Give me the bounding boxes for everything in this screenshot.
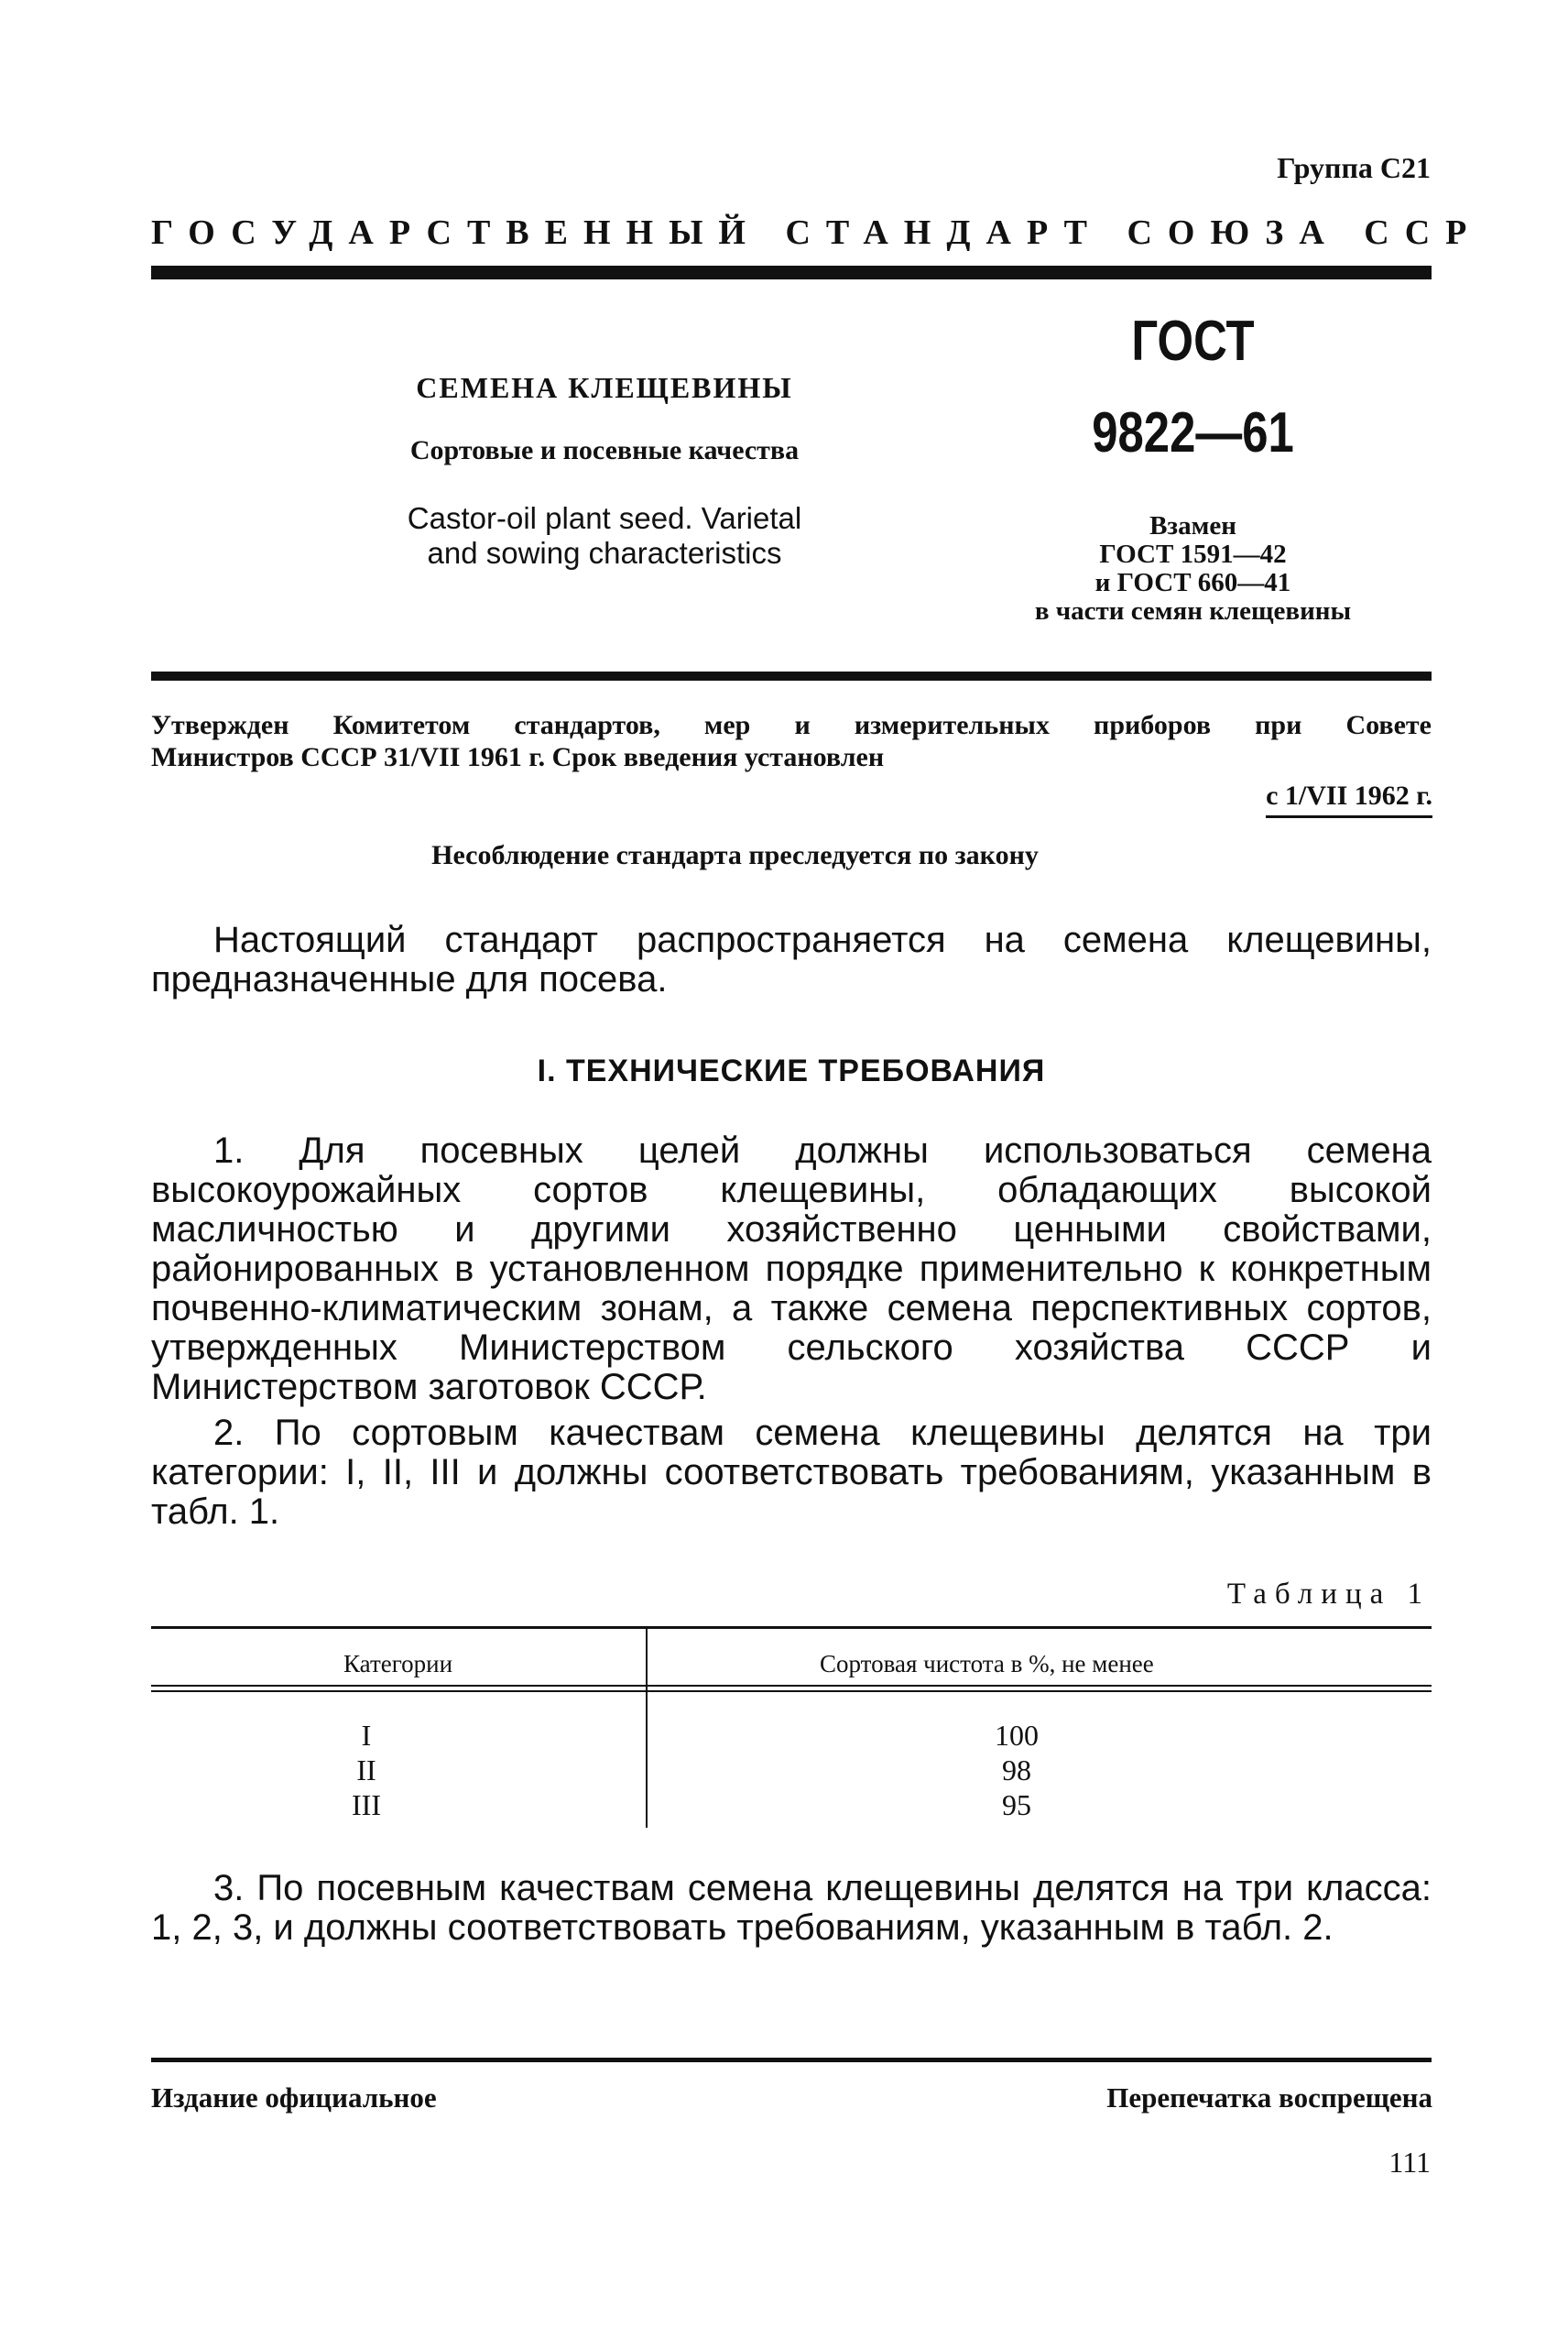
approval-line-2: Министров СССР 31/VII 1961 г. Срок введения установлен — [151, 742, 885, 772]
standard-title-en-line2: and sowing characteristics — [427, 536, 782, 570]
table-cell-category: I — [361, 1719, 372, 1752]
section-heading: I. ТЕХНИЧЕСКИЕ ТРЕБОВАНИЯ — [537, 1054, 1046, 1088]
table-1 — [151, 1626, 1432, 1828]
table-cell-category: III — [352, 1788, 381, 1821]
effective-date: с 1/VII 1962 г. — [1266, 781, 1432, 818]
paragraph-2: 2. По сортовым качествам семена клещевины делятся на три категории: I, II, III и должны соответствовать требованиям, указанным в табл. 1. — [151, 1413, 1432, 1532]
standard-title-en — [275, 501, 934, 571]
table-cell-category: II — [356, 1753, 376, 1786]
page-number: 111 — [1388, 2146, 1431, 2179]
replaces-block — [953, 512, 1433, 626]
paragraph-1: 1. Для посевных целей должны использоваться семена высокоурожайных сортов клещевины, обладающих высокой масличностью и другими хозяйственно ценными свойствами, районированных в установленном порядке применительно к конкретным почвенно-климатическим зонам, а также семена перспективных сортов, утвержденных Министерством сельского хозяйства СССР и Министерством заготовок СССР. — [151, 1131, 1432, 1407]
state-standard-title: ГОСУДАРСТВЕННЫЙ СТАНДАРТ СОЮЗА ССР — [151, 213, 1483, 252]
standard-title-block — [275, 371, 934, 571]
paragraph-3: 3. По посевным качествам семена клещевины делятся на три класса: 1, 2, 3, и должны соответствовать требованиям, указанным в табл. 2. — [151, 1868, 1432, 1948]
replaces-line: в части семян клещевины — [1034, 596, 1352, 626]
table-1-label: Таблица 1 — [1226, 1578, 1431, 1611]
intro-paragraph: Настоящий стандарт распространяется на семена клещевины, предназначенные для посева. — [151, 920, 1432, 1000]
gost-label: ГОСТ — [1131, 310, 1255, 373]
table-purity-column — [962, 1718, 1072, 1822]
replaces-line: и ГОСТ 660—41 — [1094, 568, 1291, 597]
standard-title-en-line1: Castor-oil plant seed. Varietal — [407, 501, 802, 535]
table-header-rule — [151, 1685, 1432, 1687]
replaces-line: ГОСТ 1591—42 — [1099, 540, 1287, 569]
title-block-rule — [151, 672, 1432, 681]
gost-designation-block — [953, 307, 1433, 626]
footer-reprint-prohibited: Перепечатка воспрещена — [1106, 2081, 1432, 2114]
approval-line-1: Утвержден Комитетом стандартов, мер и измерительных приборов при Совете — [151, 710, 1432, 740]
law-note: Несоблюдение стандарта преследуется по закону — [431, 840, 1039, 870]
header-rule — [151, 266, 1432, 279]
standard-title-ru: СЕМЕНА КЛЕЩЕВИНЫ — [416, 371, 793, 404]
table-cell-purity: 100 — [995, 1719, 1039, 1752]
group-label: Группа С21 — [1277, 151, 1431, 184]
table-cell-purity: 95 — [1002, 1788, 1031, 1821]
table-header-rule — [151, 1690, 1432, 1692]
replaces-line: Взамен — [1149, 511, 1236, 541]
table-category-column — [321, 1718, 412, 1822]
footer-official-edition: Издание официальное — [151, 2081, 437, 2114]
table-cell-purity: 98 — [1002, 1753, 1031, 1786]
table-header-purity: Сортовая чистота в %, не менее — [820, 1650, 1154, 1677]
table-top-rule — [151, 1626, 1432, 1629]
table-header-categories: Категории — [343, 1650, 453, 1677]
gost-number: 9822—61 — [1092, 401, 1294, 464]
table-column-separator — [646, 1626, 648, 1828]
standard-subtitle-ru: Сортовые и посевные качества — [409, 435, 800, 465]
footer-rule — [151, 2058, 1432, 2062]
